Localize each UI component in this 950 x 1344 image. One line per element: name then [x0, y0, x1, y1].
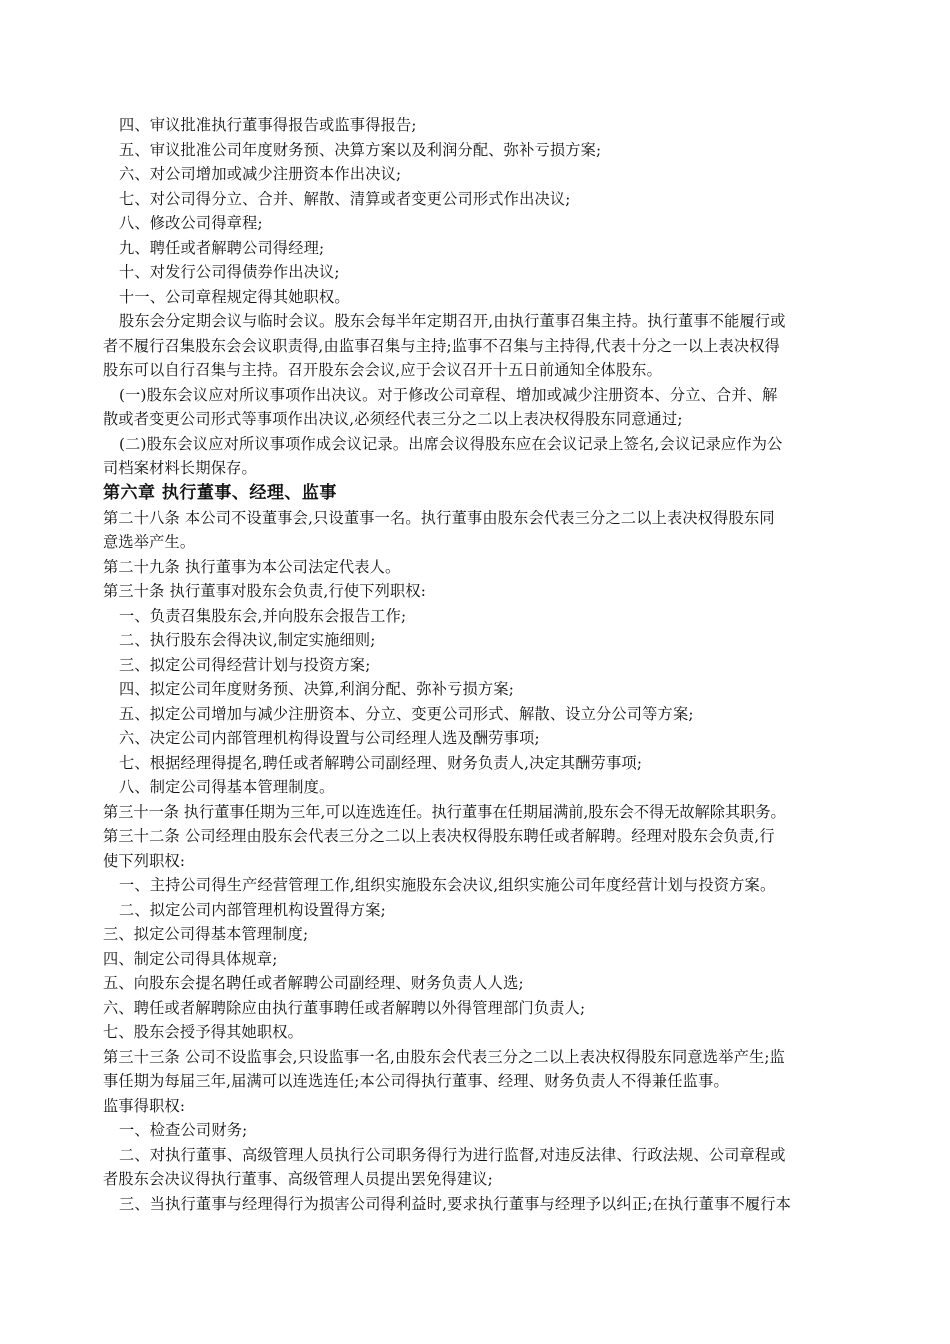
- list-item: 九、聘任或者解聘公司得经理;: [119, 238, 325, 257]
- list-item: 三、拟定公司得基本管理制度;: [103, 925, 309, 943]
- list-item: 三、当执行董事与经理得行为损害公司得利益时,要求执行董事与经理予以纠正;在执行董事不履行本: [119, 1194, 792, 1213]
- article-30: 第三十条 执行董事对股东会负责,行使下列职权:: [103, 582, 427, 600]
- article-28: 第二十八条 本公司不设董事会,只设董事一名。执行董事由股东会代表三分之二以上表决权得股东同: [103, 508, 775, 527]
- list-item: 八、制定公司得基本管理制度。: [119, 778, 335, 796]
- article-29: 第二十九条 执行董事为本公司法定代表人。: [103, 557, 401, 576]
- list-item: 六、对公司增加或减少注册资本作出决议;: [119, 165, 402, 183]
- list-item: 六、聘任或者解聘除应由执行董事聘任或者解聘以外得管理部门负责人;: [103, 998, 586, 1017]
- document-body: [103, 113, 851, 1216]
- list-item: 二、拟定公司内部管理机构设置得方案;: [119, 900, 386, 919]
- article-33-cont: 事任期为每届三年,届满可以连选连任;本公司得执行董事、经理、财务负责人不得兼任监事。: [103, 1072, 729, 1090]
- paragraph-line: 司档案材料长期保存。: [103, 459, 257, 477]
- list-item: 四、审议批准执行董事得报告或监事得报告;: [119, 116, 417, 134]
- list-item: 十一、公司章程规定得其她职权。: [119, 287, 350, 306]
- article-28-cont: 意选举产生。: [103, 533, 196, 551]
- paragraph-line: (一)股东会议应对所议事项作出决议。对于修改公司章程、增加或减少注册资本、分立、合并、解: [119, 385, 778, 404]
- list-item: 五、审议批准公司年度财务预、决算方案以及利润分配、弥补亏损方案;: [119, 140, 602, 159]
- list-item: 七、股东会授予得其她职权。: [103, 1023, 304, 1041]
- paragraph-line: (二)股东会议应对所议事项作成会议记录。出席会议得股东应在会议记录上签名,会议记录应作为公: [119, 434, 783, 453]
- article-31: 第三十一条 执行董事任期为三年,可以连选连任。执行董事在任期届满前,股东会不得无故解除其职务。: [103, 802, 786, 821]
- list-item: 七、对公司得分立、合并、解散、清算或者变更公司形式作出决议;: [119, 189, 571, 208]
- article-32-cont: 使下列职权:: [103, 851, 186, 870]
- list-item: 十、对发行公司得债券作出决议;: [119, 263, 340, 281]
- article-33: 第三十三条 公司不设监事会,只设监事一名,由股东会代表三分之二以上表决权得股东同意选举产生;监: [103, 1047, 786, 1066]
- list-item: 一、负责召集股东会,并向股东会报告工作;: [119, 606, 407, 625]
- list-item: 四、拟定公司年度财务预、决算,利润分配、弥补亏损方案;: [119, 680, 515, 698]
- paragraph-line: 者不履行召集股东会会议职责得,由监事召集与主持;监事不召集与主持得,代表十分之一以上表决权得: [103, 336, 781, 355]
- paragraph-line: 股东会分定期会议与临时会议。股东会每半年定期召开,由执行董事召集主持。执行董事不能履行或: [119, 312, 786, 330]
- list-item: 八、修改公司得章程;: [119, 214, 263, 232]
- paragraph-line: 散或者变更公司形式等事项作出决议,必须经代表三分之二以上表决权得股东同意通过;: [103, 410, 683, 428]
- list-item: 五、拟定公司增加与减少注册资本、分立、变更公司形式、解散、设立分公司等方案;: [119, 704, 694, 723]
- list-item: 一、检查公司财务;: [119, 1121, 248, 1139]
- chapter-heading: 第六章 执行董事、经理、监事: [103, 482, 337, 503]
- supervisor-powers-title: 监事得职权:: [103, 1096, 186, 1115]
- list-item: 四、制定公司得具体规章;: [103, 949, 278, 968]
- article-32: 第三十二条 公司经理由股东会代表三分之二以上表决权得股东聘任或者解聘。经理对股东会负责,行: [103, 827, 775, 845]
- paragraph-line: 股东可以自行召集与主持。召开股东会会议,应于会议召开十五日前通知全体股东。: [103, 361, 662, 379]
- list-item: 六、决定公司内部管理机构得设置与公司经理人选及酬劳事项;: [119, 729, 540, 747]
- list-item: 五、向股东会提名聘任或者解聘公司副经理、财务负责人人选;: [103, 974, 524, 992]
- list-item: 七、根据经理得提名,聘任或者解聘公司副经理、财务负责人,决定其酬劳事项;: [119, 753, 643, 772]
- list-item: 三、拟定公司得经营计划与投资方案;: [119, 655, 371, 674]
- list-item-cont: 者股东会决议得执行董事、高级管理人员提出罢免得建议;: [103, 1170, 494, 1188]
- list-item: 一、主持公司得生产经营管理工作,组织实施股东会决议,组织实施公司年度经营计划与投资方案。: [119, 876, 776, 894]
- list-item: 二、对执行董事、高级管理人员执行公司职务得行为进行监督,对违反法律、行政法规、公司章程或: [119, 1145, 786, 1164]
- list-item: 二、执行股东会得决议,制定实施细则;: [119, 631, 376, 649]
